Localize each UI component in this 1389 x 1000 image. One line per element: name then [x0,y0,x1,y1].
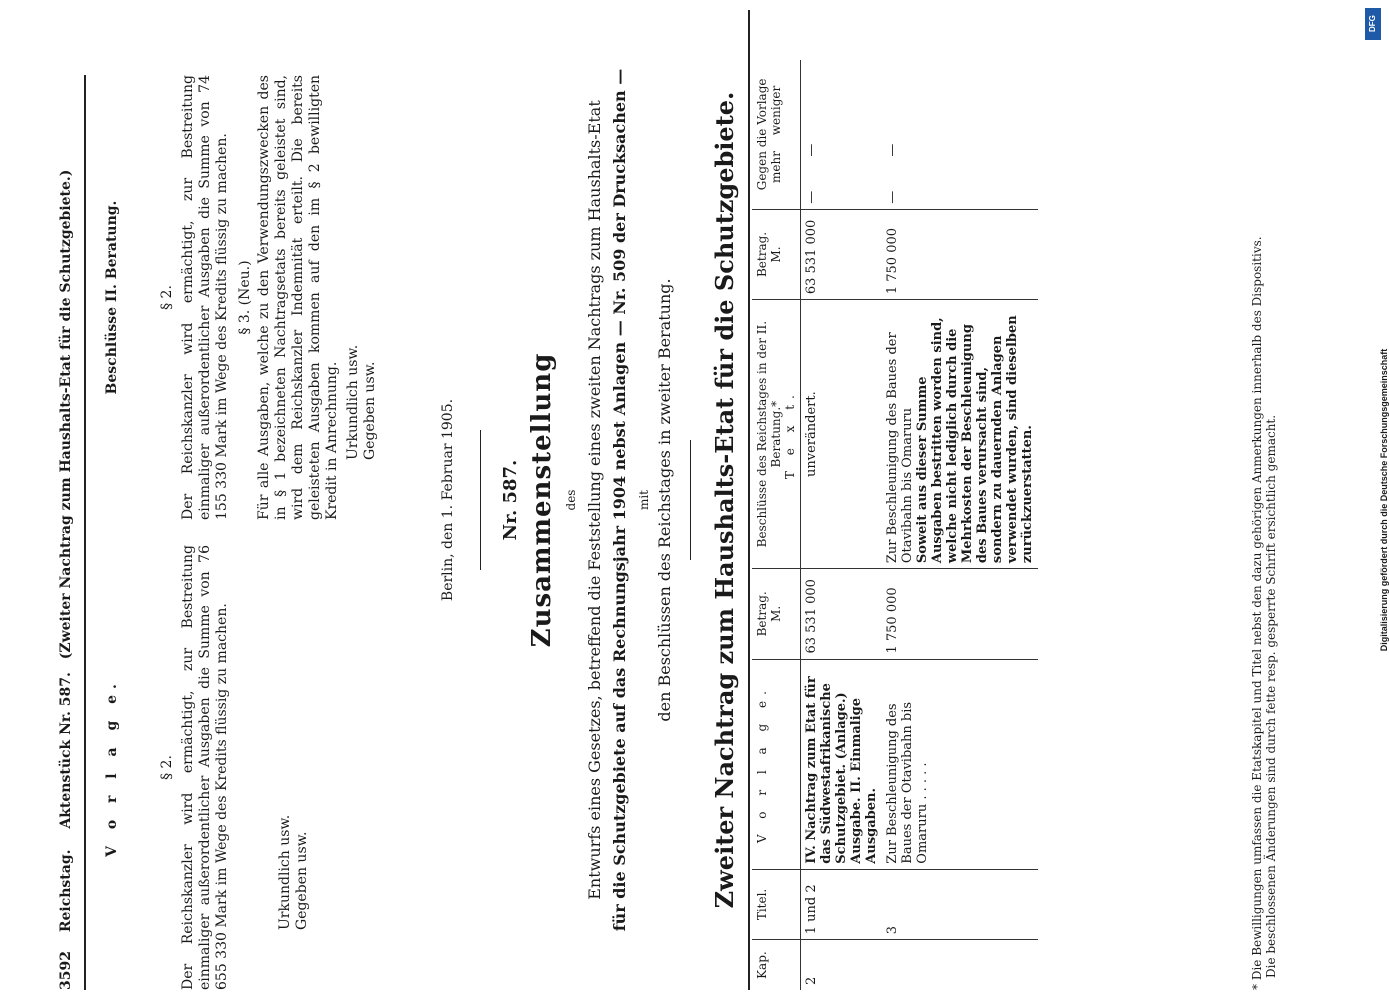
dateline: Berlin, den 1. Februar 1905. [440,398,456,602]
running-header [58,10,82,990]
cell-titel: 1 und 2 [801,869,883,940]
nr-title: Zusammenstellung [527,352,557,648]
cell-text-bold: Soweit aus dieser Summe Ausgaben bestritten worden sind, welche nicht lediglich durch die Mehrkosten der Beschleunigung des Baues verursacht sind, sondern zu dauernden Anlagen verwendet wurden, sind dieselben zurückzuerstatten. [915,315,1035,564]
beschluesse-section3: § 3. (Neu.) [237,260,253,335]
cell-weniger: — [804,143,819,157]
cell-gegen [882,60,1038,209]
col-beschluesse-label: Beschlüsse des Reichstages in der II. Beratung.* [755,320,783,548]
etat-table [752,60,1038,990]
beschluesse-heading: Beschlüsse II. Beratung. [104,200,120,395]
col-mehr: mehr [769,151,783,183]
dateline-rule [480,430,481,570]
cell-betrag: 63 531 000 [801,569,883,659]
cell-text [882,300,1038,569]
footnote [1250,10,1278,990]
col-gegen [752,60,801,209]
vorlage-column [94,545,311,990]
cell-kap [882,940,1038,990]
nr-des: des [564,489,578,511]
beschluesse-column [94,75,379,520]
col-betrag2-unit: M. [769,246,783,263]
nr-rule [690,440,691,560]
footnote-line1: Die Bewilligungen umfassen die Etatskapitel und Titel nebst den dazu gehörigen Anmerkungen innerhalb des Dispositivs. [1250,236,1264,981]
cell-mehr: — [885,190,900,204]
vorlage-closing1: Urkundlich usw. [277,814,293,930]
cell-betrag2: 1 750 000 [882,209,1038,299]
table-title: Zweiter Nachtrag zum Haushalts-Etat für die Schutzgebiete. [710,91,739,909]
cell-titel: 3 [882,869,1038,940]
col-betrag-label: Betrag. [755,591,769,637]
col-betrag-unit: M. [769,605,783,622]
digitization-label: Digitalisierung gefördert durch die Deutsche Forschungsgemeinschaft [1379,348,1389,652]
cell-weniger: — [885,143,900,157]
cell-vorlage: Zur Beschleunigung des Baues der Otavibahn bis Omaruru . . . . . [882,659,1038,869]
cell-vorlage: IV. Nachtrag zum Etat für das Südwestafrikanische Schutzgebiet. (Anlage.) Ausgabe. II. Einmalige Ausgaben. [801,659,883,869]
table-row [882,60,1038,990]
beschluesse-text3: Für alle Ausgaben, welche zu den Verwendungszwecken des in § 1 bezeichneten Nachtragsetats bereits geleistet sind, wird dem Reichskanzler Indemnität erteilt. Die bereits geleisteten Ausgaben kommen auf den im § 2 bewilligten Kredit in Anrechnung. [256,75,340,520]
col-vorlage: V o r l a g e. [752,659,801,869]
col-weniger: weniger [769,85,783,136]
footnote-star: * [1250,984,1264,990]
beschluesse-text2: Der Reichskanzler wird ermächtigt, zur Bestreitung einmaliger außerordentlicher Ausgaben die Summe von 74 155 330 Mark im Wege des Kredits flüssig zu machen. [180,75,230,520]
nr-number: Nr. 587. [500,459,521,541]
nr-body1: Entwurfs eines Gesetzes, betreffend die Feststellung eines zweiten Nachtrags zum Haushalts-Etat [585,100,604,900]
footnote-line2: Die beschlossenen Änderungen sind durch fette resp. gesperrte Schrift ersichtlich gemacht. [1264,414,1278,978]
table-row [801,60,883,990]
rotated-page [40,0,1340,1000]
nr-body3: den Beschlüssen des Reichstages in zweiter Beratung. [655,278,674,722]
vorlage-section: § 2. [159,755,175,780]
cell-text-plain: Zur Beschleunigung des Baues der Otavibahn bis Omaruru [885,332,915,564]
cell-betrag: 1 750 000 [882,569,1038,659]
cell-kap: 2 [804,976,819,985]
col-titel: Titel. [752,869,801,940]
col-kap: Kap. [752,940,801,990]
col-betrag [752,569,801,659]
cell-gegen [801,60,883,209]
digitization-sidebar [1361,0,1389,1000]
beschluesse-closing1: Urkundlich usw. [345,344,361,460]
cell-mehr: — [804,190,819,204]
vorlage-heading: V o r l a g e. [104,678,120,857]
beschluesse-closing2: Gegeben usw. [362,361,378,460]
col-betrag2 [752,209,801,299]
nr-mit: mit [637,489,651,511]
dfg-logo: DFG [1365,8,1381,40]
header-left: Reichstag. [58,849,74,933]
header-subtitle: (Zweiter Nachtrag zum Haushalts-Etat für die Schutzgebiete.) [58,169,74,660]
beschluesse-section2: § 2. [159,285,175,310]
col-beschluesse [752,300,801,569]
vorlage-text: Der Reichskanzler wird ermächtigt, zur Bestreitung einmaliger außerordentlicher Ausgaben die Summe von 76 655 330 Mark im Wege des Kredits flüssig zu machen. [180,545,230,990]
col-text: T e x t. [783,389,797,480]
header-rule [84,75,86,990]
header-title: Aktenstück Nr. 587. [58,672,74,829]
cell-text: unverändert. [801,300,883,569]
col-betrag2-label: Betrag. [755,231,769,278]
cell-betrag2: 63 531 000 [801,209,883,299]
col-gegen-label: Gegen die Vorlage [755,78,769,191]
page-number: 3592 [58,951,74,990]
table-header-row [752,60,801,990]
table-top-rule [748,10,750,990]
nr-body2: für die Schutzgebiete auf das Rechnungsjahr 1904 nebst Anlagen — Nr. 509 der Drucksachen — [610,68,629,932]
vorlage-closing2: Gegeben usw. [294,831,310,930]
